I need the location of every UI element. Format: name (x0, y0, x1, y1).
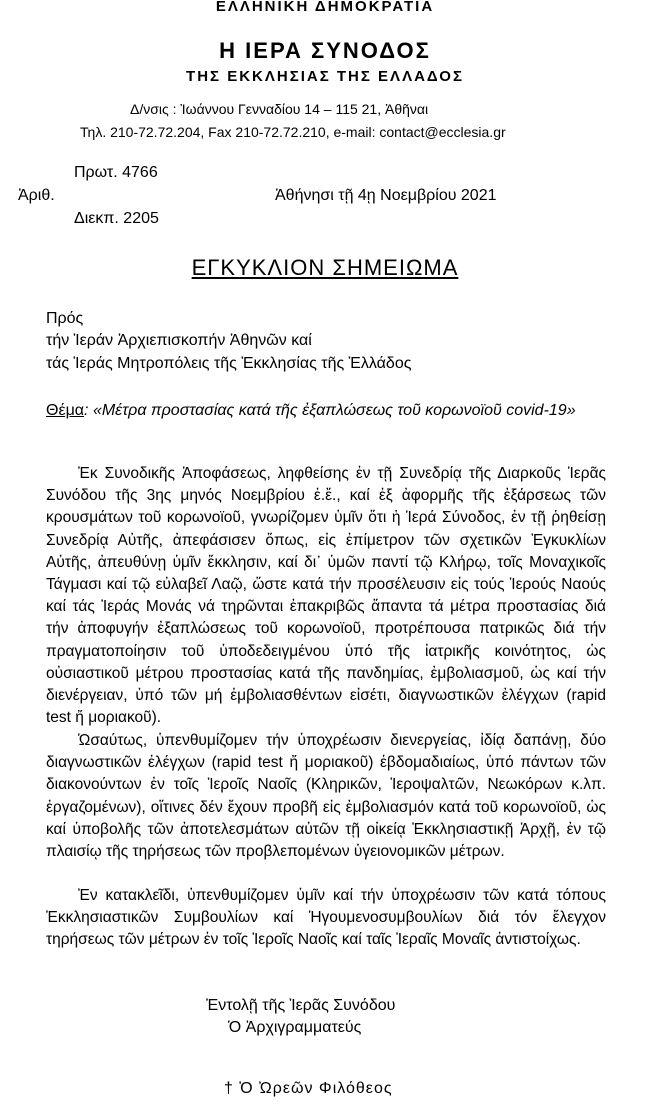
letterhead-contact: Τηλ. 210-72.72.204, Fax 210-72.72.210, e-mail: contact@ecclesia.gr (80, 124, 506, 140)
dekp-number: Διεκπ. 2205 (74, 210, 159, 227)
signer-name: † Ὁ Ὠρεῶν Φιλόθεος (224, 1080, 393, 1097)
paragraph-1: Ἐκ Συνοδικῆς Ἀποφάσεως, ληφθείσης ἐν τῇ Συνεδρίᾳ τῆς Διαρκοῦς Ἱερᾶς Συνόδου τῆς 3ης μηνός Νοεμβρίου ἐ.ἔ., καί ἐξ ἀφορμῆς τῆς ἐξάρσεως τῶν κρουσμάτων τοῦ κορωνοϊοῦ, γνωρίζομεν ὑμῖν ὅτι ἡ Ἱερά Σύνοδος, ἐν τῇ ῥηθείσῃ Συνεδρίᾳ Αὐτῆς, ἀπεφάσισεν ὅπως, εἰς ἐπίμετρον τῶν σχετικῶν Ἐγκυκλίων Αὐτῆς, ἀπευθύνῃ ὑμῖν ἔκκλησιν, καί δι᾽ ὑμῶν παντί τῷ Κλήρῳ, τοῖς Μοναχικοῖς Τάγμασι καί τῷ εὐλαβεῖ Λαῷ, ὥστε κατά τήν προσέλευσιν εἰς τούς Ἱερούς Ναούς καί τάς Ἱεράς Μονάς νά τηρῶνται ἐπακριβῶς ἅπαντα τά μέτρα προστασίας διά τήν ἀποφυγήν ἐξαπλώσεως τοῦ κορωνοϊοῦ, προτρέπουσα πατρικῶς διά τήν πραγματοποίησιν τοῦ ὑποδεδειγμένου ὑπό τῆς ἰατρικῆς κοινότητος, ὡς οὐσιαστικοῦ μέτρου προστασίας κατά τῆς πανδημίας, ἐμβολιασμοῦ, ὡς καί τήν διενέργειαν, ὑπό τῶν μή ἐμβολιασθέντων εἰσέτι, διαγνωστικῶν ἐλέγχων (rapid test ἤ μοριακοῦ). (46, 465, 606, 727)
letterhead-address: Δ/νσις : Ἰωάννου Γενναδίου 14 – 115 21, Ἀθῆναι (130, 101, 429, 117)
subject-label: Θέμα (46, 402, 85, 419)
paragraph-2: Ὡσαύτως, ὑπενθυμίζομεν τήν ὑποχρέωσιν διενεργείας, ἰδίᾳ δαπάνῃ, δύο διαγνωστικῶν ἐλέγχων (rapid test ἤ μοριακοῦ) ἑβδομαδιαίως, ὑπό πάντων τῶν διακονούντων ἐν τοῖς Ἱεροῖς Ναοῖς (Κληρικῶν, Ἱεροψαλτῶν, Νεωκόρων κ.λπ. ἐργαζομένων), οἵτινες δέν ἔχουν προβῆ εἰς ἐμβολιασμόν κατά τοῦ κορωνοϊοῦ, ὡς καί ὑποβολῆς τῶν ἀποτελεσμάτων αὐτῶν τῇ οἰκείᾳ Ἐκκλησιαστικῇ Ἀρχῇ, ἐν τῷ πλαισίῳ τῆς τηρήσεως τῶν προβλεπομένων ὑγειονομικῶν μέτρων. (46, 732, 606, 861)
recipients-label: Πρός (46, 310, 84, 327)
document-title: ΕΓΚΥΚΛΙΟΝ ΣΗΜΕΙΩΜΑ (191, 255, 459, 280)
protocol-number: Πρωτ. 4766 (74, 164, 158, 181)
letterhead-synod: Η ΙΕΡΑ ΣΥΝΟΔΟΣ (219, 38, 431, 63)
recipient-line-2: τάς Ἱεράς Μητροπόλεις τῆς Ἐκκλησίας τῆς Ἑλλάδος (46, 355, 412, 372)
paragraph-3: Ἐν κατακλεῖδι, ὑπενθυμίζομεν ὑμῖν καί τήν ὑποχρέωσιν τῶν κατά τόπους Ἐκκλησιαστικῶν Συμβουλίων καί Ἡγουμενοσυμβουλίων διά τόν ἔλεγχον τηρήσεως τῶν μέτρων ἐν τοῖς Ἱεροῖς Ναοῖς καί ταῖς Ἱεραῖς Μοναῖς ἀντιστοίχως. (46, 887, 606, 949)
letterhead-state: ΕΛΛΗΝΙΚΗ ΔΗΜΟΚΡΑΤΙΑ (215, 0, 435, 15)
signature-mandate: Ἐντολῇ τῆς Ἱερᾶς Συνόδου (206, 997, 396, 1014)
arith-label: Ἀριθ. (18, 187, 55, 204)
letterhead-church: ΤΗΣ ΕΚΚΛΗΣΙΑΣ ΤΗΣ ΕΛΛΑΔΟΣ (186, 68, 464, 85)
subject-text: : «Μέτρα προστασίας κατά τῆς ἐξαπλώσεως τοῦ κορωνοϊοῦ covid-19» (84, 402, 576, 419)
signature-title: Ὁ Ἀρχιγραμματεύς (228, 1019, 362, 1036)
subject-line (46, 400, 616, 422)
recipient-line-1: τήν Ἱεράν Ἀρχιεπισκοπήν Ἀθηνῶν καί (46, 332, 312, 349)
document-date: Ἀθήνησι τῇ 4ῃ Νοεμβρίου 2021 (275, 187, 497, 204)
